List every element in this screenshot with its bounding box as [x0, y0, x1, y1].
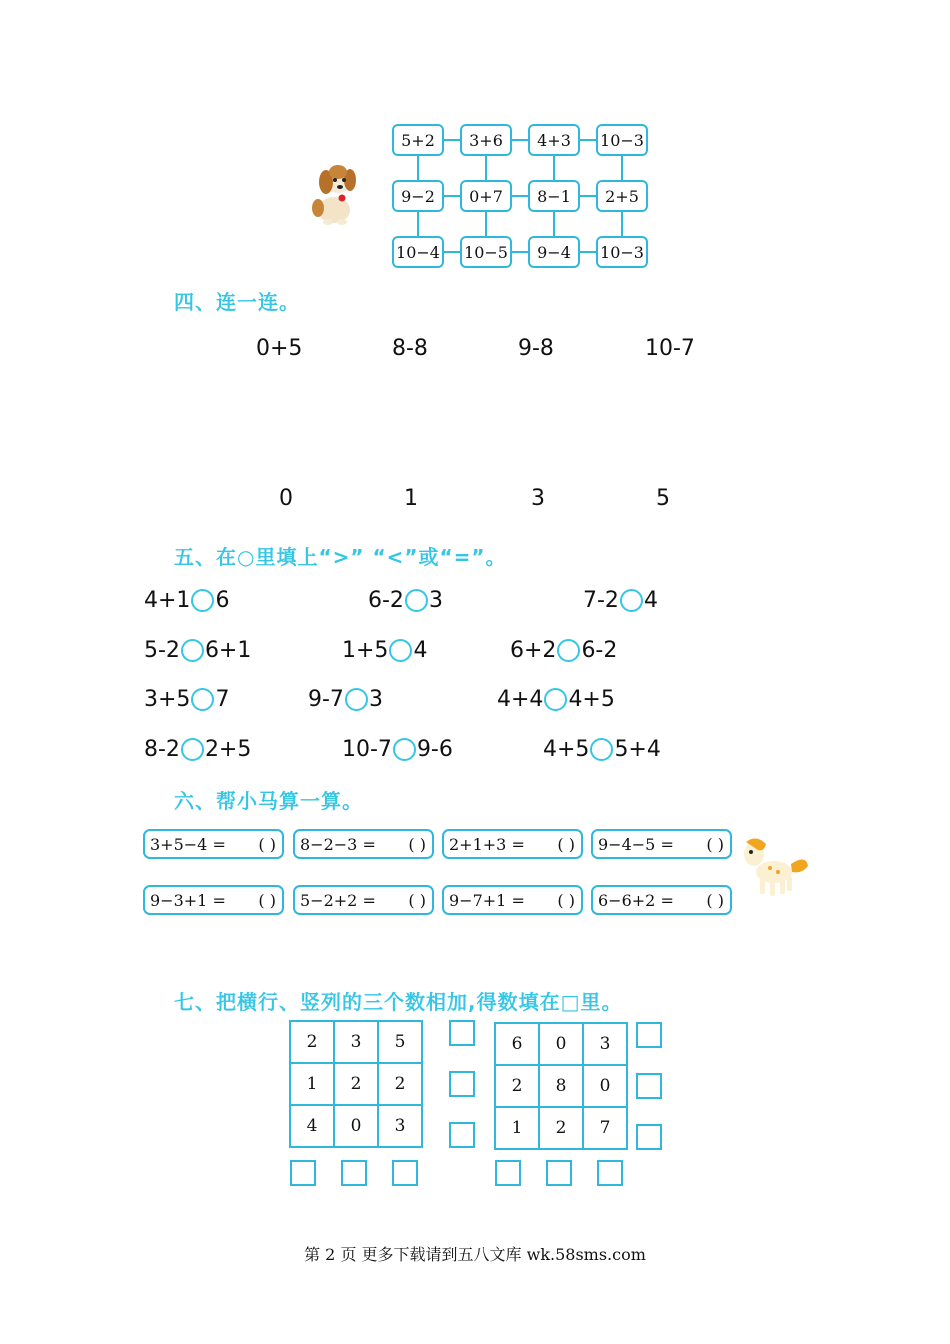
maze-cell: 9−2 [392, 180, 444, 212]
answer-square[interactable] [449, 1122, 475, 1148]
compare-item: 10-7 9-6 [342, 737, 453, 762]
maze-cell: 10−4 [392, 236, 444, 268]
maze-cell: 10−3 [596, 236, 648, 268]
compare-circle[interactable] [191, 589, 214, 612]
maze-cell: 2+5 [596, 180, 648, 212]
compare-item: 4+1 6 [144, 588, 230, 613]
compare-item: 5-2 6+1 [144, 638, 252, 663]
equation-box[interactable]: 6−6+2 = ( ) [591, 885, 732, 915]
equation-box[interactable]: 5−2+2 = ( ) [293, 885, 434, 915]
number-grid-2: 6 0 3 2 8 0 1 2 7 [494, 1022, 628, 1150]
maze-cell: 5+2 [392, 124, 444, 156]
answer-square[interactable] [290, 1160, 316, 1186]
compare-circle[interactable] [393, 738, 416, 761]
compare-circle[interactable] [620, 589, 643, 612]
compare-circle[interactable] [181, 639, 204, 662]
match-bottom-item[interactable]: 3 [531, 486, 545, 511]
compare-circle[interactable] [405, 589, 428, 612]
match-top-item[interactable]: 10-7 [645, 336, 695, 361]
match-bottom-item[interactable]: 5 [656, 486, 670, 511]
maze-cell: 3+6 [460, 124, 512, 156]
compare-circle[interactable] [590, 738, 613, 761]
answer-square[interactable] [449, 1071, 475, 1097]
compare-item: 9-7 3 [308, 687, 383, 712]
compare-item: 8-2 2+5 [144, 737, 252, 762]
equation-box[interactable]: 2+1+3 = ( ) [442, 829, 583, 859]
match-top-item[interactable]: 9-8 [518, 336, 554, 361]
answer-square[interactable] [546, 1160, 572, 1186]
maze-cell: 10−5 [460, 236, 512, 268]
compare-item: 4+5 5+4 [543, 737, 661, 762]
answer-square[interactable] [636, 1073, 662, 1099]
compare-item: 4+4 4+5 [497, 687, 615, 712]
compare-item: 1+5 4 [342, 638, 428, 663]
compare-item: 6-2 3 [368, 588, 443, 613]
answer-square[interactable] [341, 1160, 367, 1186]
answer-square[interactable] [636, 1022, 662, 1048]
match-bottom-item[interactable]: 1 [404, 486, 418, 511]
maze-cell: 10−3 [596, 124, 648, 156]
match-bottom-item[interactable]: 0 [279, 486, 293, 511]
equation-box[interactable]: 9−3+1 = ( ) [143, 885, 284, 915]
section4-title: 四、连一连。 [174, 290, 300, 314]
compare-item: 3+5 7 [144, 687, 230, 712]
maze-cell: 0+7 [460, 180, 512, 212]
compare-circle[interactable] [345, 688, 368, 711]
match-top-item[interactable]: 8-8 [392, 336, 428, 361]
page-footer: 第 2 页 更多下载请到五八文库 wk.58sms.com [304, 1245, 646, 1264]
maze-cell: 4+3 [528, 124, 580, 156]
compare-item: 7-2 4 [583, 588, 658, 613]
answer-square[interactable] [597, 1160, 623, 1186]
section6-title: 六、帮小马算一算。 [174, 789, 363, 813]
equation-box[interactable]: 8−2−3 = ( ) [293, 829, 434, 859]
section7-title: 七、把横行、竖列的三个数相加,得数填在□里。 [174, 990, 623, 1014]
compare-circle[interactable] [557, 639, 580, 662]
answer-square[interactable] [495, 1160, 521, 1186]
section5-title: 五、在○里填上“>” “<”或“=”。 [174, 545, 507, 569]
maze-cell: 8−1 [528, 180, 580, 212]
compare-circle[interactable] [181, 738, 204, 761]
equation-box[interactable]: 9−4−5 = ( ) [591, 829, 732, 859]
answer-square[interactable] [392, 1160, 418, 1186]
maze-cell: 9−4 [528, 236, 580, 268]
dog-illustration [304, 158, 364, 228]
horse-illustration [736, 834, 812, 900]
equation-box[interactable]: 3+5−4 = ( ) [143, 829, 284, 859]
compare-item: 6+2 6-2 [510, 638, 618, 663]
compare-circle[interactable] [389, 639, 412, 662]
answer-square[interactable] [449, 1020, 475, 1046]
equation-box[interactable]: 9−7+1 = ( ) [442, 885, 583, 915]
match-top-item[interactable]: 0+5 [256, 336, 303, 361]
number-grid-1: 2 3 5 1 2 2 4 0 3 [289, 1020, 423, 1148]
compare-circle[interactable] [544, 688, 567, 711]
answer-square[interactable] [636, 1124, 662, 1150]
compare-circle[interactable] [191, 688, 214, 711]
